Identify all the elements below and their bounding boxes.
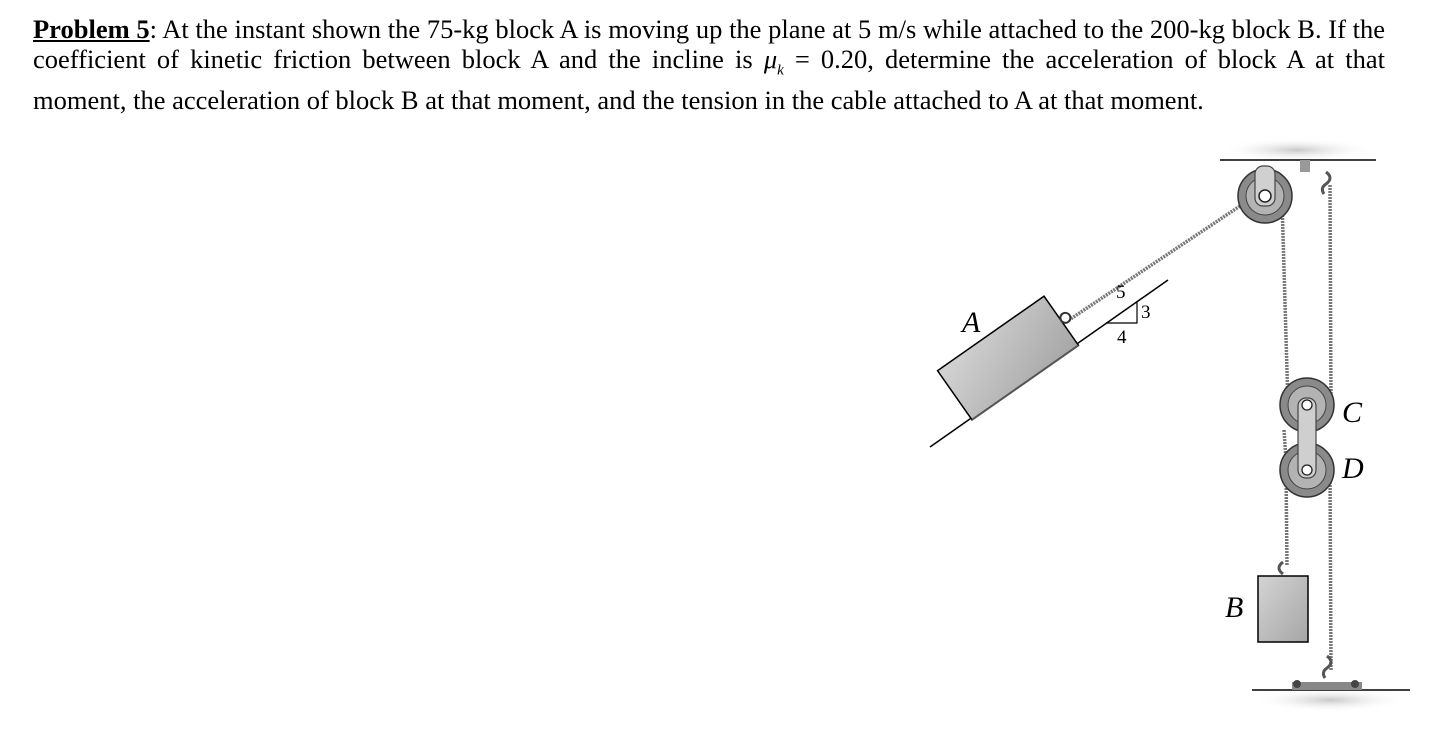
label-a: A	[962, 306, 981, 339]
ground-support	[1252, 680, 1410, 712]
pulley-link	[1298, 398, 1316, 478]
problem-label: Problem 5	[33, 14, 150, 44]
problem-text-part-2: = 0.20, determine the acceleration of block A at that moment, the acceleration of block B at that moment, and the tension in the cable attached to A at that moment.	[33, 44, 1385, 116]
mu-subscript: k	[777, 62, 784, 79]
label-b: B	[1225, 591, 1244, 624]
mu-symbol: μ	[763, 44, 778, 74]
block-b	[1258, 576, 1308, 642]
problem-text-part-1: : At the instant shown the 75-kg block A is moving up the plane at 5 m/s while attached to the 200-kg block B. If the coefficient of kinetic friction between block A and the incline is	[33, 14, 1385, 74]
block-a	[938, 290, 1087, 419]
ceiling-support	[1219, 138, 1376, 172]
top-pulley	[1238, 166, 1292, 223]
label-c: C	[1342, 396, 1363, 429]
slope-rise-label: 3	[1141, 302, 1151, 323]
slope-hyp-label: 5	[1116, 282, 1126, 303]
slope-run-label: 4	[1117, 327, 1127, 348]
label-d: D	[1342, 452, 1364, 485]
